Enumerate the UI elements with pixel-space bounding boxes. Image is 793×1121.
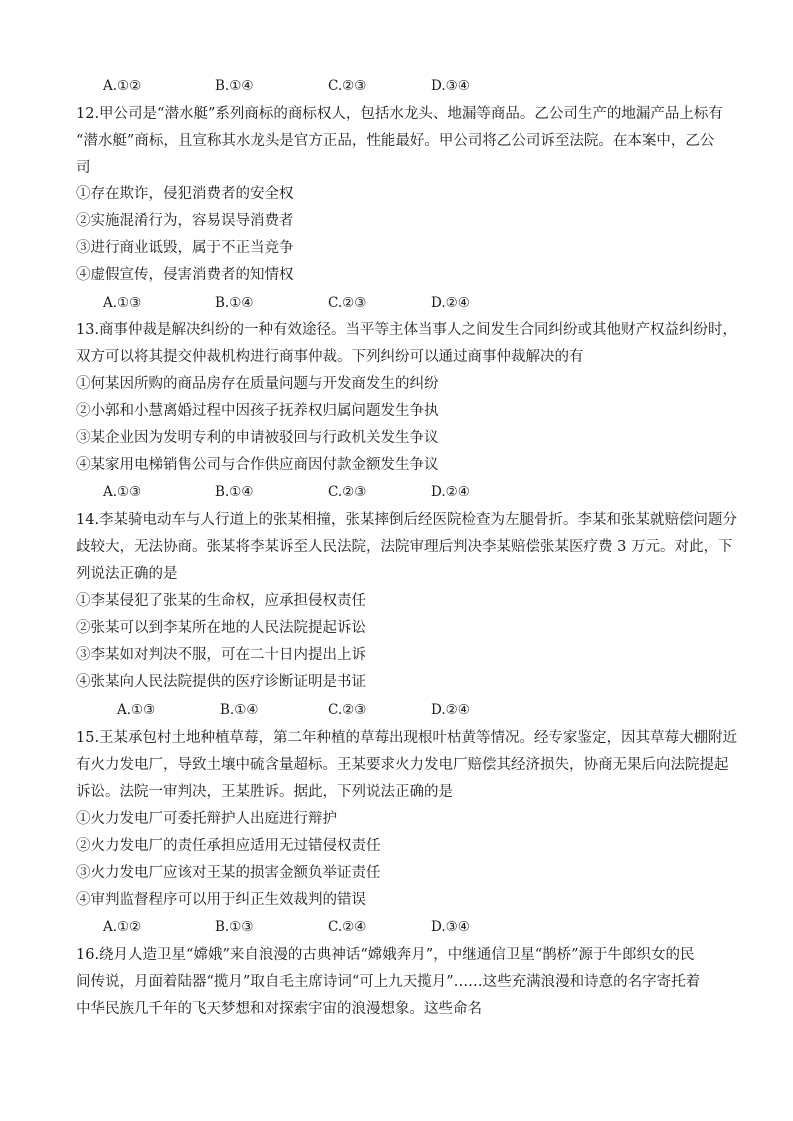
q13-statement-2: ②小郭和小慧离婚过程中因孩子抚养权归属问题发生争执 bbox=[76, 403, 439, 419]
q15-stem-line-3: 诉讼。法院一审判决，王某胜诉。据此，下列说法正确的是 bbox=[76, 784, 453, 800]
q12-statement-3: ③进行商业诋毁，属于不正当竞争 bbox=[76, 240, 294, 256]
q13-option-d: D.②④ bbox=[431, 484, 470, 500]
q13-option-a: A.①③ bbox=[103, 484, 142, 500]
q14-statement-4: ④张某向人民法院提供的医疗诊断证明是书证 bbox=[76, 674, 366, 690]
q12-option-c: C.②③ bbox=[328, 295, 367, 311]
q13-stem-line-2: 双方可以将其提交仲裁机构进行商事仲裁。下列纠纷可以通过商事仲裁解决的有 bbox=[76, 349, 584, 365]
q15-option-a: A.①② bbox=[103, 919, 142, 935]
q14-option-d: D.②④ bbox=[431, 702, 470, 718]
q14-statement-3: ③李某如对判决不服，可在二十日内提出上诉 bbox=[76, 647, 366, 663]
q12-stem-line-2: “潜水艇”商标，且宣称其水龙头是官方正品，性能最好。甲公司将乙公司诉至法院。在本案中，乙公 bbox=[76, 133, 715, 149]
q14-option-c: C.②③ bbox=[328, 702, 367, 718]
q12-statement-4: ④虚假宣传，侵害消费者的知情权 bbox=[76, 267, 294, 283]
q14-option-b: B.①④ bbox=[220, 702, 259, 718]
q12-statement-2: ②实施混淆行为，容易误导消费者 bbox=[76, 213, 294, 229]
q15-option-b: B.①③ bbox=[215, 919, 254, 935]
q15-statement-4: ④审判监督程序可以用于纠正生效裁判的错误 bbox=[76, 892, 366, 908]
q11-option-c: C.②③ bbox=[328, 78, 367, 94]
q11-option-b: B.①④ bbox=[215, 78, 254, 94]
q14-statement-2: ②张某可以到李某所在地的人民法院提起诉讼 bbox=[76, 620, 366, 636]
q12-option-a: A.①③ bbox=[103, 295, 142, 311]
q13-statement-3: ③某企业因为发明专利的申请被驳回与行政机关发生争议 bbox=[76, 430, 439, 446]
q14-stem-line-3: 列说法正确的是 bbox=[76, 566, 178, 582]
q16-stem-line-2: 间传说，月面着陆器“揽月”取自毛主席诗词“可上九天揽月”……这些充满浪漫和诗意的名字寄托着 bbox=[76, 974, 701, 990]
q14-stem-line-2: 歧较大，无法协商。张某将李某诉至人民法院，法院审理后判决李某赔偿张某医疗费 3 万元。对此，下 bbox=[76, 539, 733, 555]
q11-option-a: A.①② bbox=[103, 78, 142, 94]
q15-option-c: C.②④ bbox=[328, 919, 367, 935]
q12-option-b: B.①④ bbox=[215, 295, 254, 311]
q15-statement-3: ③火力发电厂应该对王某的损害金额负举证责任 bbox=[76, 865, 381, 881]
q11-options bbox=[103, 76, 663, 96]
q14-statement-1: ①李某侵犯了张某的生命权，应承担侵权责任 bbox=[76, 593, 366, 609]
q16-stem-line-1: 16.绕月人造卫星“嫦娥”来自浪漫的古典神话“嫦娥奔月”，中继通信卫星“鹊桥”源于牛郎织女的民 bbox=[76, 947, 695, 963]
q15-option-d: D.③④ bbox=[431, 919, 470, 935]
q15-statement-2: ②火力发电厂的责任承担应适用无过错侵权责任 bbox=[76, 838, 381, 854]
q12-option-d: D.②④ bbox=[431, 295, 470, 311]
q14-options bbox=[103, 700, 663, 720]
q12-options bbox=[103, 293, 663, 313]
q16-stem-line-3: 中华民族几千年的飞天梦想和对探索宇宙的浪漫想象。这些命名 bbox=[76, 1001, 482, 1017]
q15-statement-1: ①火力发电厂可委托辩护人出庭进行辩护 bbox=[76, 811, 337, 827]
q13-options bbox=[103, 482, 663, 502]
q12-stem-line-1: 12.甲公司是“潜水艇”系列商标的商标权人，包括水龙头、地漏等商品。乙公司生产的地漏产品上标有 bbox=[76, 106, 723, 122]
q15-stem-line-2: 有火力发电厂，导致土壤中硫含量超标。王某要求火力发电厂赔偿其经济损失，协商无果后向法院提起 bbox=[76, 757, 729, 773]
q13-statement-4: ④某家用电梯销售公司与合作供应商因付款金额发生争议 bbox=[76, 457, 439, 473]
q15-options bbox=[103, 917, 663, 937]
q13-statement-1: ①何某因所购的商品房存在质量问题与开发商发生的纠纷 bbox=[76, 376, 439, 392]
q15-stem-line-1: 15.王某承包村土地种植草莓，第二年种植的草莓出现根叶枯黄等情况。经专家鉴定，因其草莓大棚附近 bbox=[76, 730, 738, 746]
q11-option-d: D.③④ bbox=[431, 78, 470, 94]
q12-statement-1: ①存在欺诈，侵犯消费者的安全权 bbox=[76, 186, 294, 202]
q14-stem-line-1: 14.李某骑电动车与人行道上的张某相撞，张某摔倒后经医院检查为左腿骨折。李某和张某就赔偿问题分 bbox=[76, 512, 738, 528]
q13-option-c: C.②③ bbox=[328, 484, 367, 500]
q12-stem-line-3: 司 bbox=[76, 160, 91, 176]
q14-option-a: A.①③ bbox=[117, 702, 156, 718]
q13-option-b: B.①④ bbox=[215, 484, 254, 500]
q13-stem-line-1: 13.商事仲裁是解决纠纷的一种有效途径。当平等主体当事人之间发生合同纠纷或其他财产权益纠纷时， bbox=[76, 322, 738, 338]
